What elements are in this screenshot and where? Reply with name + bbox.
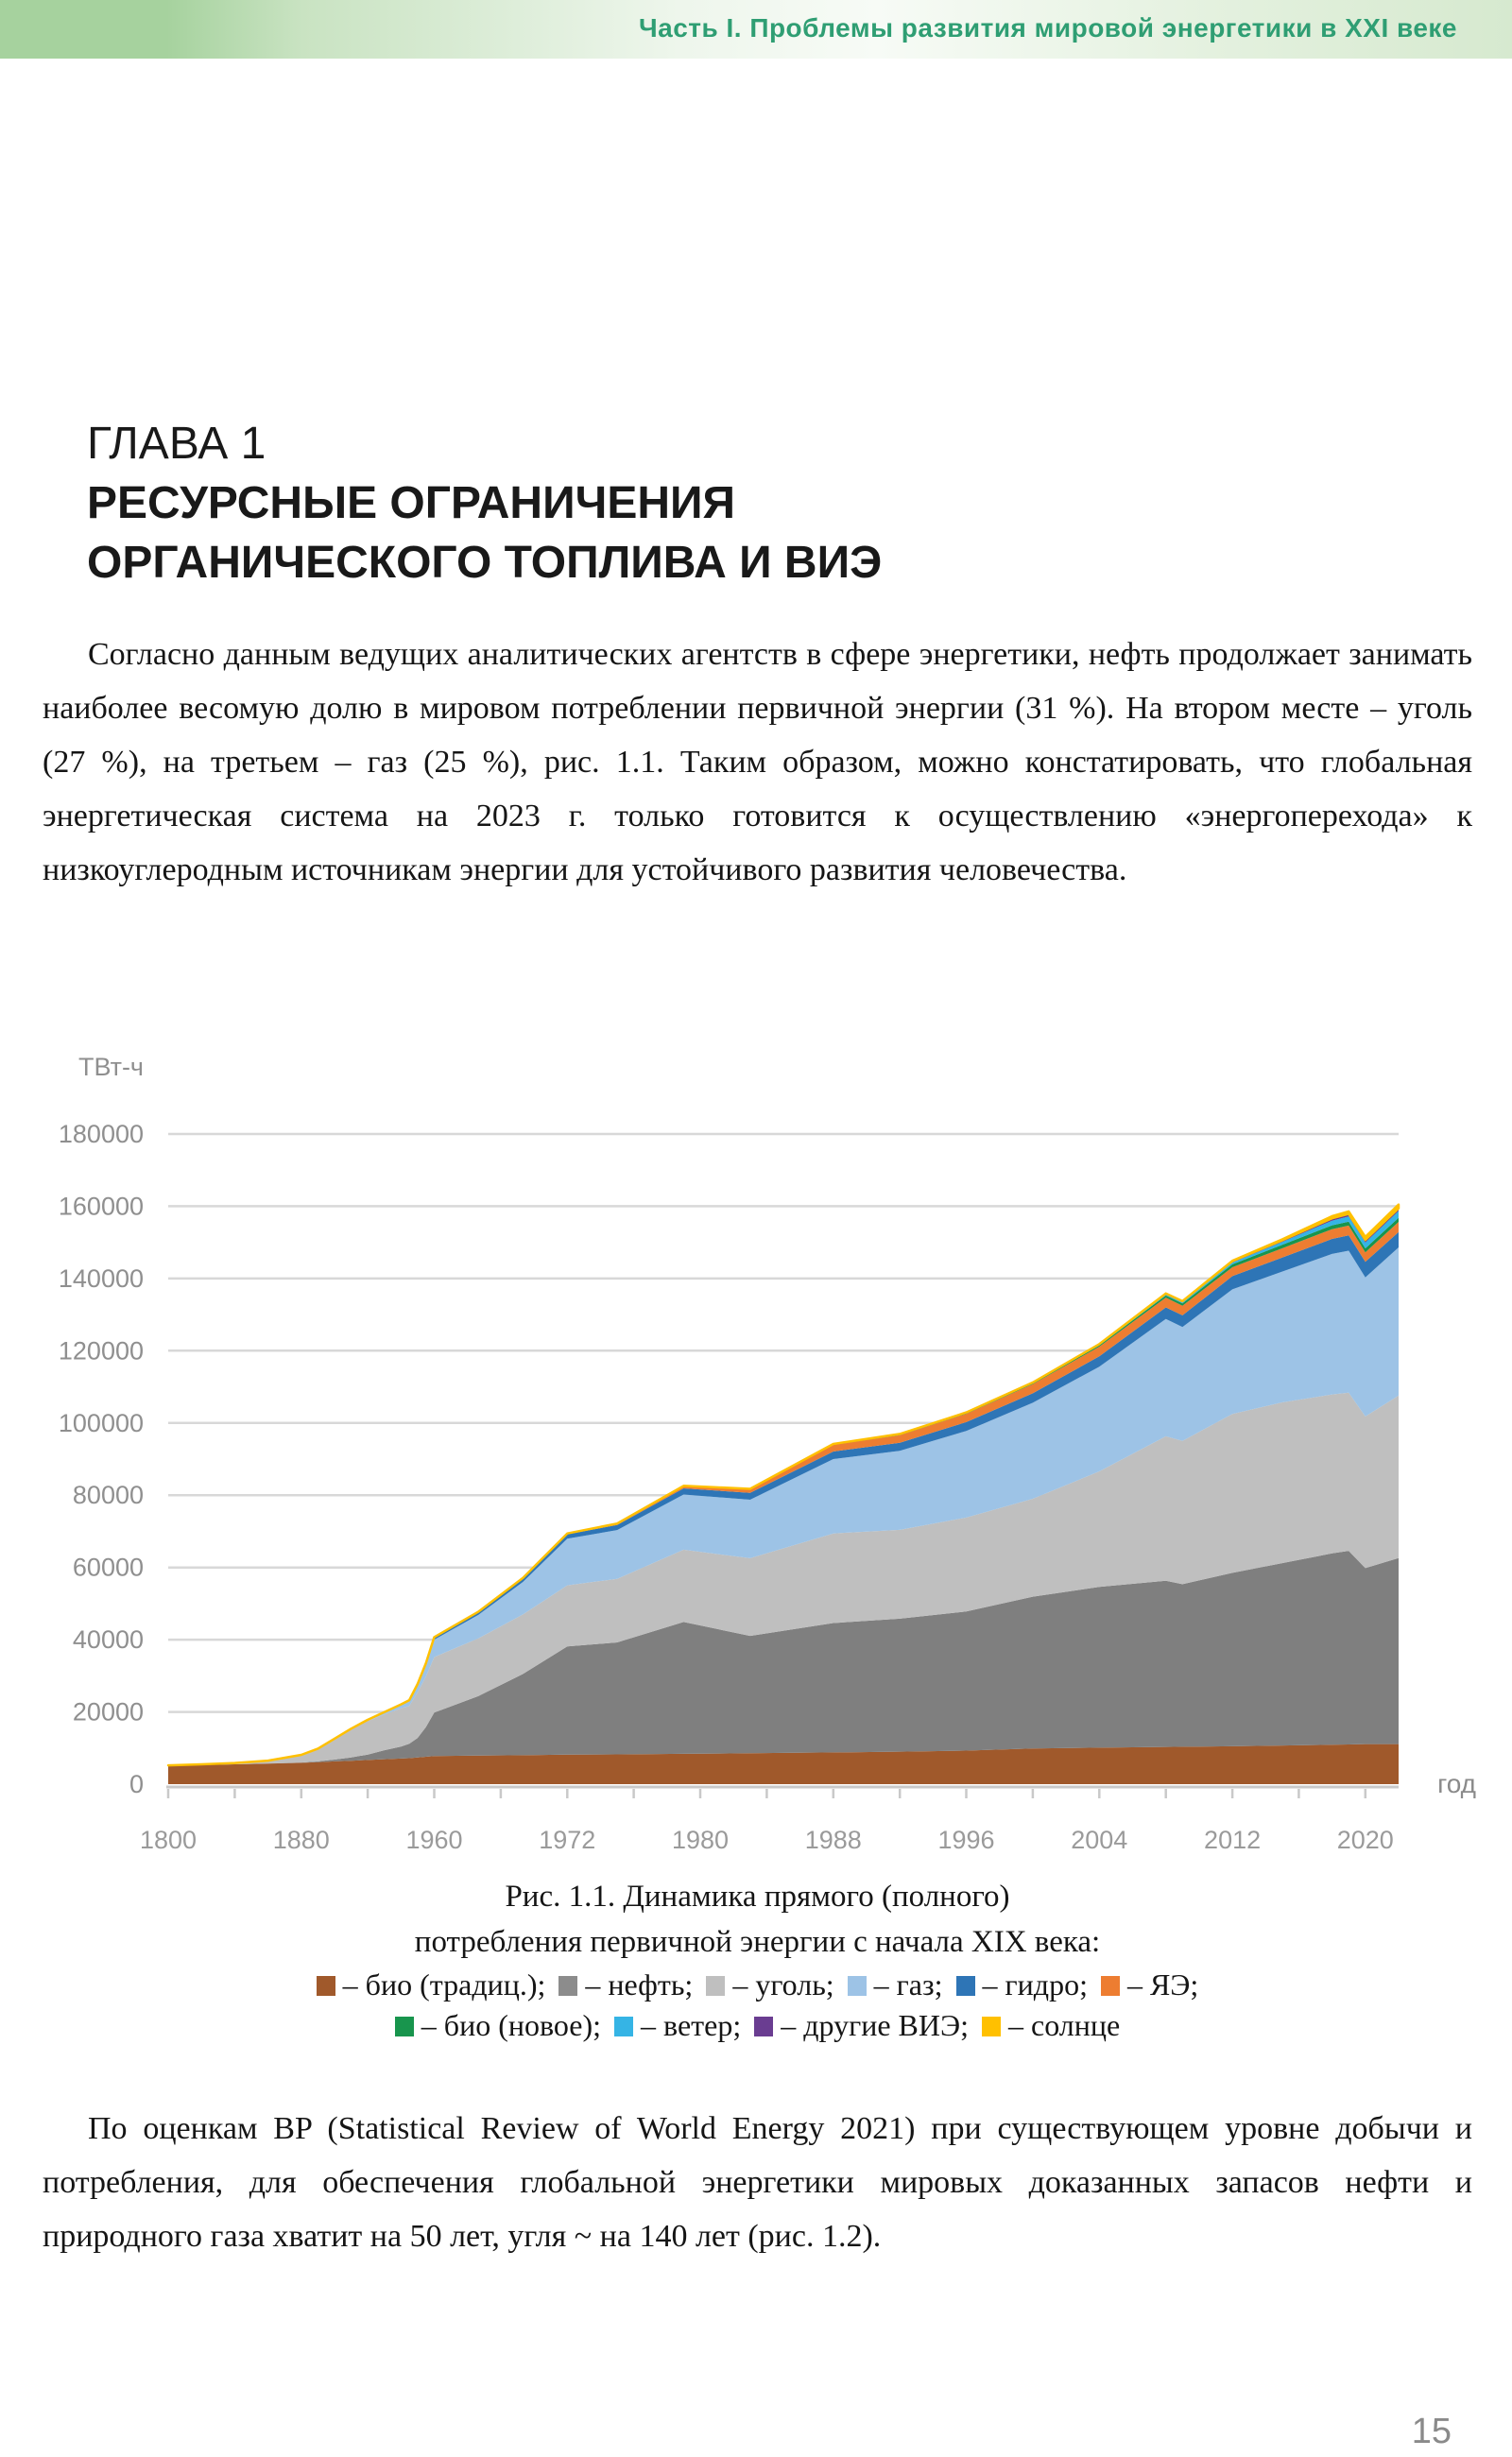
legend-item: [848, 1967, 943, 2002]
figure-caption-line2: потребления первичной энергии с начала XIX века:: [414, 1925, 1101, 1959]
legend-row-2: [43, 2005, 1472, 2046]
y-tick-label: 80000: [72, 1481, 144, 1510]
legend-item: [1101, 1967, 1198, 2002]
chapter-title-line2: ОРГАНИЧЕСКОГО ТОПЛИВА И ВИЭ: [87, 538, 883, 588]
legend-label: – ветер;: [641, 2008, 742, 2042]
figure-caption: [43, 1873, 1472, 2046]
legend-row-1: [43, 1965, 1472, 2005]
intro-paragraph: Согласно данным ведущих аналитических агентств в сфере энергетики, нефть продолжает занимать наиболее весомую долю в мировом потреблении первичной энергии (31 %). На втором месте – уголь (27 %), на третьем – газ (25 %), рис. 1.1. Таким образом, можно констатировать, что глобальная энергетическая система на 2023 г. только готовится к осуществлению «энергоперехода» к низкоуглеродным источникам энергии для устойчивого развития человечества.: [43, 637, 1472, 887]
legend-item: [395, 2008, 601, 2042]
legend-item: [754, 2008, 969, 2042]
page-number: 15: [1411, 2412, 1452, 2451]
y-tick-label: 20000: [72, 1697, 144, 1727]
y-tick-label: 100000: [58, 1408, 144, 1437]
x-tick-label: 1880: [272, 1826, 330, 1854]
legend-item: [614, 2008, 741, 2042]
y-axis-title: ТВт-ч: [77, 1053, 144, 1081]
y-tick-label: 40000: [72, 1625, 144, 1655]
y-tick-label: 0: [129, 1770, 144, 1798]
x-tick-label: 1800: [139, 1826, 198, 1854]
legend-swatch: [848, 1976, 867, 1996]
outro-paragraph: По оценкам BP (Statistical Review of World Energy 2021) при существующем уровне добычи и потребления, для обеспечения глобальной энергетики мировых доказанных запасов нефти и природного газа хватит на 50 лет, угля ~ на 140 лет (рис. 1.2).: [43, 2111, 1472, 2254]
y-tick-label: 180000: [58, 1120, 144, 1148]
legend-swatch: [956, 1976, 975, 1996]
chapter-heading: [87, 414, 1467, 593]
y-tick-label: 60000: [72, 1553, 144, 1582]
legend-label: – био (традиц.);: [342, 1967, 546, 2002]
x-tick-label: 1988: [804, 1826, 862, 1854]
legend-swatch: [1101, 1976, 1120, 1996]
y-tick-label: 120000: [58, 1336, 144, 1366]
legend-item: [317, 1967, 546, 2002]
legend-swatch: [558, 1976, 577, 1996]
x-tick-label: 2012: [1204, 1826, 1262, 1854]
legend-swatch: [317, 1976, 335, 1996]
legend-swatch: [706, 1976, 725, 1996]
x-tick-label: 1980: [671, 1826, 730, 1854]
legend-label: – другие ВИЭ;: [781, 2008, 969, 2042]
legend-label: – био (новое);: [421, 2008, 602, 2042]
stacked-area-chart: [0, 1040, 1512, 1890]
legend-label: – уголь;: [732, 1967, 834, 2002]
legend-label: – гидро;: [982, 1967, 1088, 2002]
x-tick-label: 2004: [1071, 1826, 1128, 1854]
legend-label: – газ;: [873, 1967, 943, 2002]
y-tick-label: 160000: [58, 1192, 144, 1221]
legend-swatch: [614, 2017, 633, 2036]
x-tick-label: 1996: [937, 1826, 995, 1854]
legend-item: [706, 1967, 833, 2002]
figure-caption-line1: Рис. 1.1. Динамика прямого (полного): [505, 1880, 1010, 1914]
legend-item: [956, 1967, 1088, 2002]
header-title: Часть I. Проблемы развития мировой энергетики в XXI веке: [638, 13, 1457, 43]
y-tick-label: 140000: [58, 1263, 144, 1293]
legend-swatch: [982, 2017, 1001, 2036]
legend-label: – нефть;: [585, 1967, 694, 2002]
x-axis-title: год: [1437, 1769, 1476, 1798]
legend-label: – солнце: [1008, 2008, 1121, 2042]
chapter-number: ГЛАВА 1: [87, 419, 266, 469]
x-tick-label: 1972: [539, 1826, 596, 1854]
x-tick-label: 1960: [405, 1826, 463, 1854]
legend-label: – ЯЭ;: [1126, 1967, 1199, 2002]
legend-item: [982, 2008, 1120, 2042]
x-tick-label: 2020: [1336, 1826, 1394, 1854]
page-header: [0, 0, 1512, 59]
chapter-title-line1: РЕСУРСНЫЕ ОГРАНИЧЕНИЯ: [87, 478, 735, 528]
legend-item: [558, 1967, 693, 2002]
figure-1-1: [0, 1040, 1512, 1890]
legend-swatch: [754, 2017, 773, 2036]
legend-swatch: [395, 2017, 414, 2036]
